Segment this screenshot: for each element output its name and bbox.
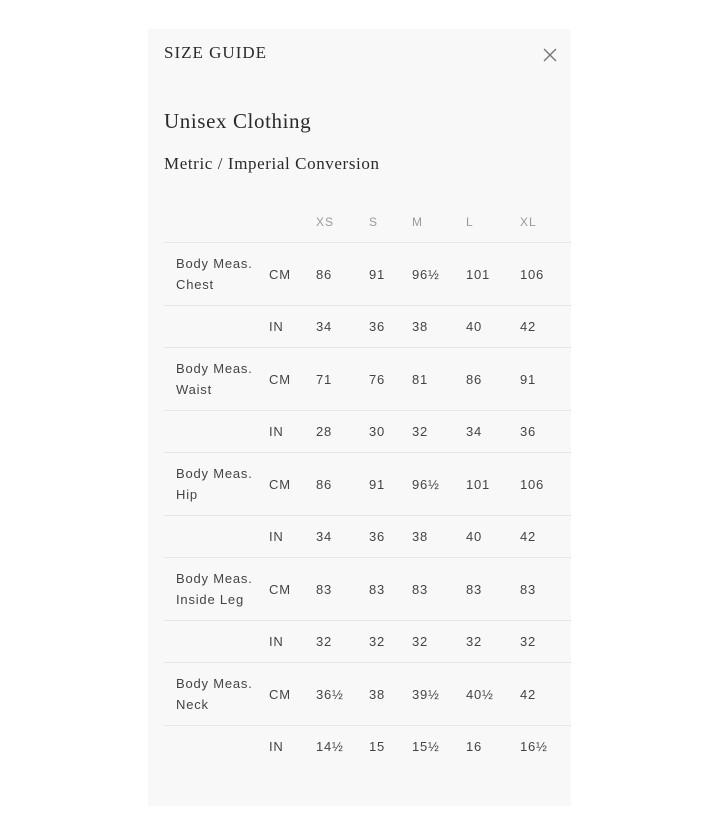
table-cell: 36½: [316, 663, 369, 726]
table-cell: 36: [369, 516, 412, 558]
unit-label: IN: [269, 726, 316, 768]
table-row: [164, 453, 571, 516]
table-row: [164, 621, 571, 663]
table-cell: 39½: [412, 663, 466, 726]
table-cell: 32: [316, 621, 369, 663]
column-header-l: L: [466, 214, 474, 229]
table-cell: 101: [466, 243, 520, 306]
table-cell: 40: [466, 516, 520, 558]
table-cell: 40½: [466, 663, 520, 726]
close-button[interactable]: [540, 45, 560, 65]
table-cell: 83: [316, 558, 369, 621]
table-row: [164, 516, 571, 558]
table-cell: 16½: [520, 726, 571, 768]
size-guide-modal: [148, 29, 571, 806]
measurement-label: Body Meas. Chest: [164, 243, 269, 306]
column-header-xs: XS: [316, 214, 335, 229]
measurement-label: Body Meas. Hip: [164, 453, 269, 516]
table-cell: 30: [369, 411, 412, 453]
column-header-m: M: [412, 214, 423, 229]
column-header: [269, 201, 316, 243]
table-cell: 15½: [412, 726, 466, 768]
table-cell: 34: [316, 516, 369, 558]
table-cell: 32: [369, 621, 412, 663]
table-row: [164, 726, 571, 768]
table-cell: 76: [369, 348, 412, 411]
table-header-row: [164, 201, 571, 243]
table-row: [164, 348, 571, 411]
table-cell: 83: [466, 558, 520, 621]
column-header-xl: XL: [520, 214, 537, 229]
unit-label: CM: [269, 663, 316, 726]
table-cell: 91: [520, 348, 571, 411]
unit-label: IN: [269, 411, 316, 453]
table-cell: 83: [412, 558, 466, 621]
size-table: [164, 201, 571, 767]
unit-label: IN: [269, 516, 316, 558]
table-row: [164, 306, 571, 348]
modal-title: SIZE GUIDE: [164, 43, 268, 62]
unit-label: CM: [269, 558, 316, 621]
table-cell: 42: [520, 663, 571, 726]
table-cell: 86: [316, 243, 369, 306]
table-cell: 106: [520, 453, 571, 516]
unit-label: CM: [269, 348, 316, 411]
unit-label: CM: [269, 453, 316, 516]
measurement-label: Body Meas. Inside Leg: [164, 558, 269, 621]
table-cell: 83: [520, 558, 571, 621]
unit-label: IN: [269, 306, 316, 348]
measurement-label-empty: [164, 621, 269, 663]
table-cell: 36: [369, 306, 412, 348]
measurement-label-empty: [164, 726, 269, 768]
table-cell: 14½: [316, 726, 369, 768]
section-subheading: Metric / Imperial Conversion: [164, 154, 380, 173]
table-cell: 40: [466, 306, 520, 348]
table-cell: 32: [520, 621, 571, 663]
table-cell: 81: [412, 348, 466, 411]
table-cell: 42: [520, 516, 571, 558]
table-cell: 42: [520, 306, 571, 348]
table-cell: 32: [466, 621, 520, 663]
table-cell: 32: [412, 621, 466, 663]
table-cell: 106: [520, 243, 571, 306]
table-cell: 86: [316, 453, 369, 516]
table-row: [164, 411, 571, 453]
table-row: [164, 663, 571, 726]
measurement-label-empty: [164, 306, 269, 348]
unit-label: IN: [269, 621, 316, 663]
measurement-label: Body Meas. Waist: [164, 348, 269, 411]
table-cell: 15: [369, 726, 412, 768]
close-icon: [540, 45, 560, 65]
table-cell: 32: [412, 411, 466, 453]
column-header: [164, 201, 269, 243]
table-cell: 28: [316, 411, 369, 453]
table-cell: 38: [412, 516, 466, 558]
table-row: [164, 243, 571, 306]
table-cell: 96½: [412, 243, 466, 306]
column-header-s: S: [369, 214, 379, 229]
table-cell: 38: [369, 663, 412, 726]
table-cell: 34: [316, 306, 369, 348]
table-cell: 91: [369, 243, 412, 306]
table-cell: 36: [520, 411, 571, 453]
table-cell: 91: [369, 453, 412, 516]
table-cell: 83: [369, 558, 412, 621]
unit-label: CM: [269, 243, 316, 306]
measurement-label: Body Meas. Neck: [164, 663, 269, 726]
table-cell: 96½: [412, 453, 466, 516]
table-cell: 101: [466, 453, 520, 516]
table-cell: 38: [412, 306, 466, 348]
table-cell: 86: [466, 348, 520, 411]
table-row: [164, 558, 571, 621]
table-cell: 16: [466, 726, 520, 768]
section-heading: Unisex Clothing: [164, 109, 312, 133]
measurement-label-empty: [164, 516, 269, 558]
table-cell: 34: [466, 411, 520, 453]
measurement-label-empty: [164, 411, 269, 453]
table-cell: 71: [316, 348, 369, 411]
